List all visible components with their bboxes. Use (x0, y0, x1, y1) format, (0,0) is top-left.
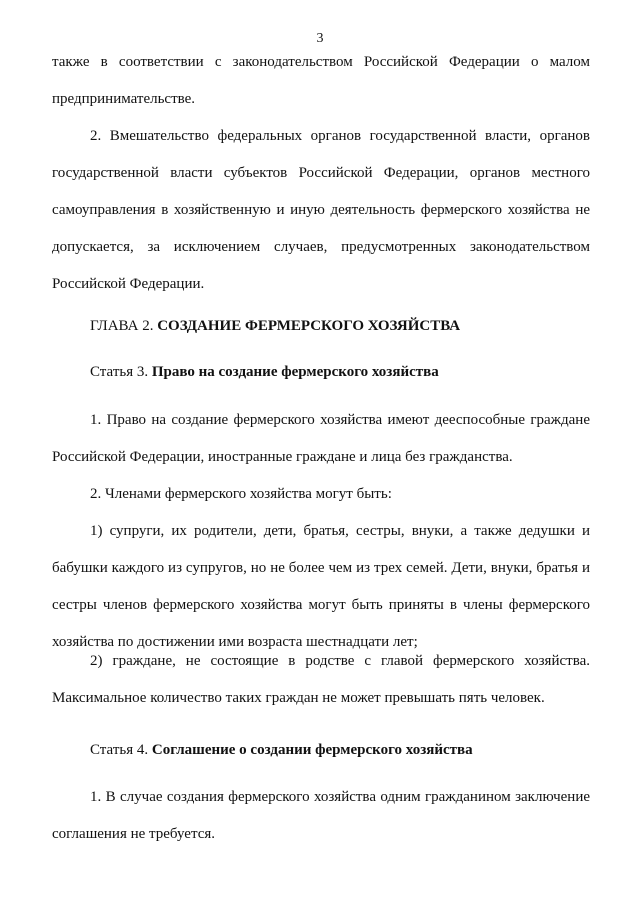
article-4-paragraph-1: 1. В случае создания фермерского хозяйства одним гражданином заключение соглашения не требуется. (52, 789, 590, 842)
article-4-heading (90, 740, 610, 760)
page-number: 3 (316, 31, 324, 46)
paragraph-continuation: также в соответствии с законодательством Российской Федерации о малом предпринимательстве. (52, 54, 590, 107)
article-3-heading (90, 362, 610, 382)
article-4-title: Соглашение о создании фермерского хозяйства (151, 742, 473, 758)
chapter-title: СОЗДАНИЕ ФЕРМЕРСКОГО ХОЗЯЙСТВА (157, 318, 461, 334)
chapter-heading (90, 316, 610, 336)
article-4-label: Статья 4. (90, 742, 149, 758)
article-3-title: Право на создание фермерского хозяйства (151, 364, 439, 380)
article-3-paragraph-4: 2) граждане, не состоящие в родстве с главой фермерского хозяйства. Максимальное количество таких граждан не может превышать пять человек. (52, 653, 590, 706)
article-3-label: Статья 3. (90, 364, 149, 380)
article-3-paragraph-3: 1) супруги, их родители, дети, братья, сестры, внуки, а также дедушки и бабушки каждого из супругов, но не более чем из трех семей. Дети, внуки, братья и сестры членов фермерского хозяйства могут быть приняты в члены фермерского хозяйства по достижении ими возраста шестнадцати лет; (52, 523, 590, 650)
chapter-label: ГЛАВА 2. (90, 318, 154, 334)
article-3-paragraph-1: 1. Право на создание фермерского хозяйства имеют дееспособные граждане Российской Федерации, иностранные граждане и лица без гражданства. (52, 412, 590, 465)
article-3-paragraph-2: 2. Членами фермерского хозяйства могут быть: (90, 486, 392, 502)
paragraph-interference: 2. Вмешательство федеральных органов государственной власти, органов государственной власти субъектов Российской Федерации, органов местного самоуправления в хозяйственную и иную деятельность фермерского хозяйства не допускается, за исключением случаев, предусмотренных законодательством Российской Федерации. (52, 128, 590, 292)
